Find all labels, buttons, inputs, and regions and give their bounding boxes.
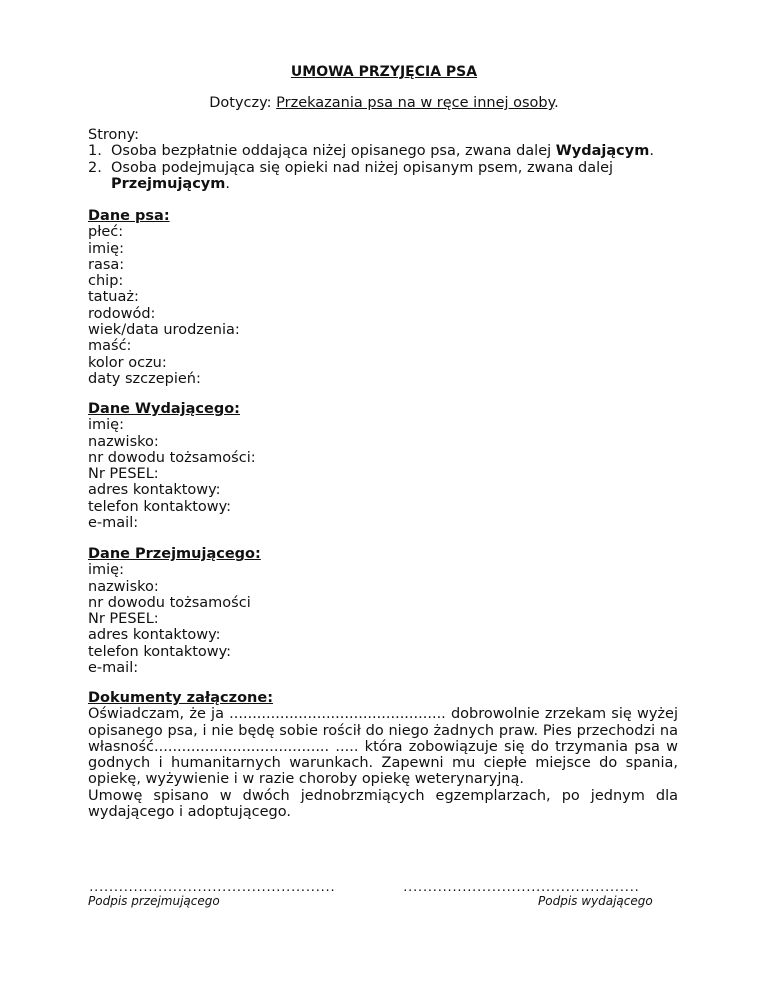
documents-section	[88, 690, 678, 820]
dog-data-section	[88, 208, 678, 387]
subject-text: Przekazania psa na w ręce innej osoby	[276, 95, 555, 111]
parties-list	[88, 143, 678, 192]
parties-section	[88, 127, 678, 192]
field-label: rasa:	[88, 256, 125, 273]
field-label: daty szczepień:	[88, 370, 201, 387]
parties-heading: Strony:	[88, 127, 140, 143]
party-end: .	[225, 175, 230, 192]
field-label: e-mail:	[88, 515, 139, 532]
party-role: Wydającym	[555, 143, 650, 160]
section-heading: Dokumenty załączone:	[88, 690, 274, 706]
party-item	[88, 143, 678, 159]
field-label: telefon kontaktowy:	[88, 498, 232, 515]
field-label: nazwisko:	[88, 578, 159, 595]
subject-prefix: Dotyczy:	[209, 95, 277, 111]
section-heading: Dane Wydającego:	[88, 401, 240, 417]
field-label: adres kontaktowy:	[88, 482, 221, 499]
party-text: Osoba bezpłatnie oddająca niżej opisanego psa, zwana dalej	[111, 143, 556, 160]
field-label: imię:	[88, 240, 124, 257]
field-label: chip:	[88, 273, 124, 290]
party-number: 1.	[88, 143, 102, 160]
section-heading: Dane Przejmującego:	[88, 546, 261, 562]
section-heading: Dane psa:	[88, 208, 170, 224]
field-label: rodowód:	[88, 305, 156, 322]
field-label: kolor oczu:	[88, 354, 167, 371]
subject-line	[0, 95, 768, 111]
field-label: tatuaż:	[88, 289, 139, 306]
party-role: Przejmującym	[111, 175, 226, 192]
field-label: nr dowodu tożsamości:	[88, 449, 256, 466]
receiver-signature-line: ..................................................	[88, 881, 335, 894]
issuer-data-section	[88, 401, 678, 531]
declaration-paragraph: Oświadczam, że ja ............................................... dobrowolnie zrzekam się wyżej opisanego psa, i nie będę sobie rościł do niego żadnych praw. Pies przechodzi na własność...................................... ..... która zobowiązuje się do trzymania psa w godnych i humanitarnych warunkach. Zapewni mu ciepłe miejsce do spania, opiekę, wyżywienie i w razie choroby opiekę weterynaryjną.	[88, 706, 678, 788]
issuer-signature-line: ................................................	[402, 881, 639, 894]
receiver-data-section	[88, 546, 678, 676]
party-item	[88, 160, 678, 193]
party-text: Osoba podejmująca się opieki nad niżej opisanym psem, zwana dalej	[111, 159, 614, 176]
field-label: Nr PESEL:	[88, 466, 159, 483]
field-label: imię:	[88, 417, 124, 434]
field-label: telefon kontaktowy:	[88, 643, 232, 660]
receiver-signature-label: Podpis przejmującego	[88, 894, 220, 908]
field-label: nr dowodu tożsamości	[88, 594, 251, 611]
copies-paragraph: Umowę spisano w dwóch jednobrzmiących egzemplarzach, po jednym dla wydającego i adoptującego.	[88, 787, 678, 821]
field-label: maść:	[88, 338, 132, 355]
document-title: UMOWA PRZYJĘCIA PSA	[290, 64, 478, 80]
field-label: imię:	[88, 562, 124, 579]
party-number: 2.	[88, 159, 102, 176]
field-label: e-mail:	[88, 660, 139, 677]
field-label: płeć:	[88, 224, 124, 241]
party-end: .	[649, 143, 654, 160]
field-label: Nr PESEL:	[88, 611, 159, 628]
issuer-signature-label: Podpis wydającego	[538, 894, 653, 908]
field-label: nazwisko:	[88, 433, 159, 450]
subject-suffix: .	[554, 95, 559, 111]
field-label: adres kontaktowy:	[88, 627, 221, 644]
field-label: wiek/data urodzenia:	[88, 322, 240, 339]
